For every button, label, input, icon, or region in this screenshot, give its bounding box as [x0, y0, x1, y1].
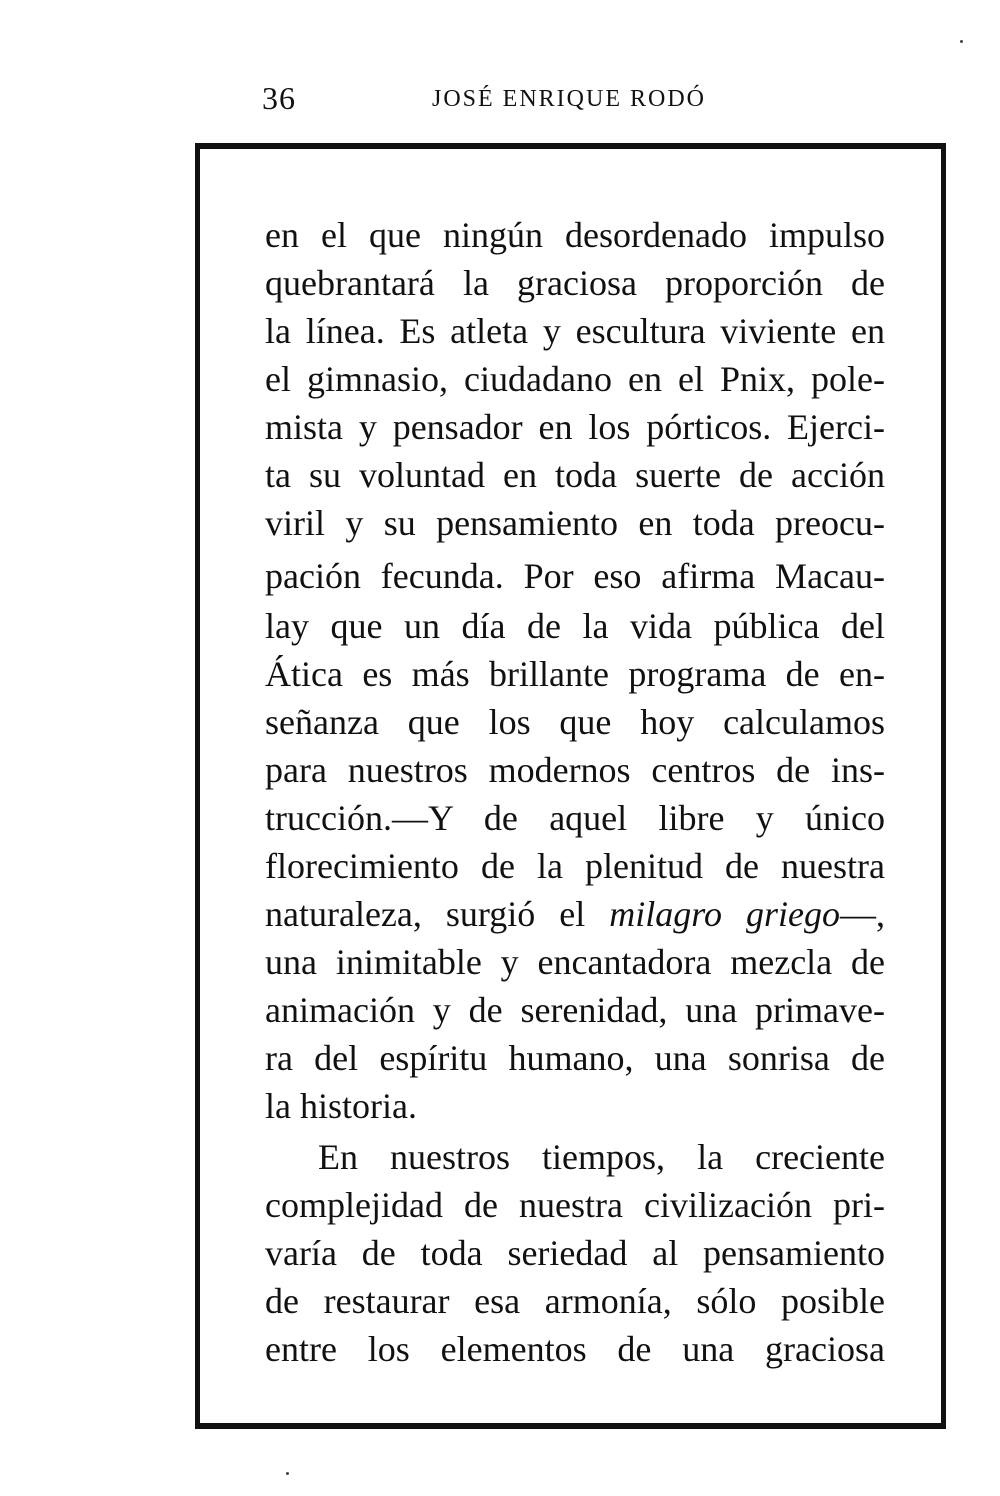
- text-line: quebrantará la graciosa proporción de: [265, 263, 885, 303]
- text-run: —,: [840, 894, 885, 934]
- page-number: 36: [262, 80, 296, 116]
- text-line: trucción.—Y de aquel libre y único: [265, 798, 885, 838]
- text-line: ra del espíritu humano, una sonrisa de: [265, 1038, 885, 1078]
- text-line: animación y de serenidad, una primave-: [265, 990, 885, 1030]
- text-line: la línea. Es atleta y escultura viviente en: [265, 311, 885, 351]
- scan-speck: [286, 1472, 289, 1475]
- text-line: viril y su pensamiento en toda preocu-: [265, 503, 885, 543]
- text-line: [265, 891, 885, 937]
- text-line: para nuestros modernos centros de ins-: [265, 750, 885, 790]
- text-line: entre los elementos de una graciosa: [265, 1329, 885, 1369]
- text-line: Ática es más brillante programa de en-: [265, 654, 885, 694]
- text-line: una inimitable y encantadora mezcla de: [265, 942, 885, 982]
- text-line: ta su voluntad en toda suerte de acción: [265, 455, 885, 495]
- text-run: naturaleza, surgió el: [265, 894, 610, 934]
- text-line: complejidad de nuestra civilización pri-: [265, 1185, 885, 1225]
- text-line: el gimnasio, ciudadano en el Pnix, pole-: [265, 359, 885, 399]
- text-line: de restaurar esa armonía, sólo posible: [265, 1281, 885, 1321]
- text-line: pación fecunda. Por eso afirma Macau-: [265, 556, 885, 596]
- text-line: la historia.: [265, 1086, 417, 1126]
- scan-speck: [960, 40, 963, 43]
- text-line: señanza que los que hoy calculamos: [265, 702, 885, 742]
- text-line: lay que un día de la vida pública del: [265, 606, 885, 646]
- running-head: JOSÉ ENRIQUE RODÓ: [432, 86, 706, 112]
- text-line: En nuestros tiempos, la creciente: [318, 1137, 885, 1177]
- text-line: florecimiento de la plenitud de nuestra: [265, 846, 885, 886]
- italic-phrase: milagro griego: [609, 894, 840, 934]
- text-line: varía de toda seriedad al pensamiento: [265, 1233, 885, 1273]
- text-line: en el que ningún desordenado impulso: [265, 215, 885, 255]
- text-line: mista y pensador en los pórticos. Ejerci-: [265, 407, 885, 447]
